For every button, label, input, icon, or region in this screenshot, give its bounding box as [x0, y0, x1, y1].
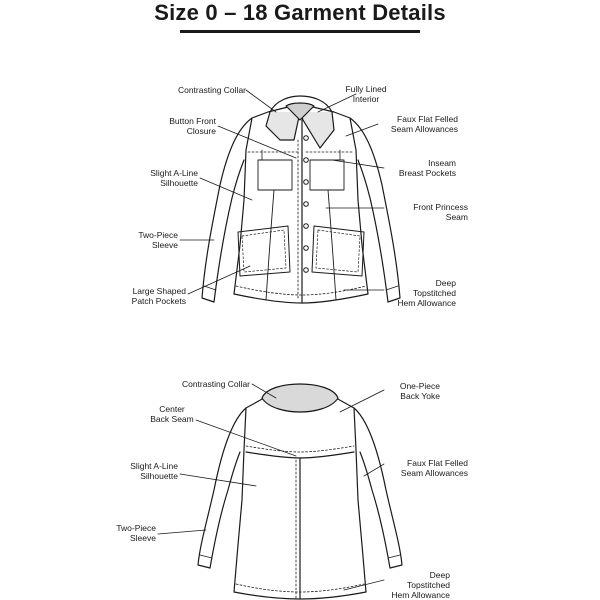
front-label-deep-hem — [386, 278, 456, 308]
label-text: Patch Pockets — [131, 296, 186, 306]
label-text: Two-Piece — [116, 523, 156, 533]
label-text: Seam — [445, 212, 468, 222]
label-text: Sleeve — [130, 533, 156, 543]
label-text: Inseam — [428, 158, 456, 168]
label-text: Faux Flat Felled — [397, 114, 458, 124]
label-text: Center — [159, 404, 185, 414]
front-right-breast-pocket — [310, 160, 344, 190]
label-text: Seam Allowances — [390, 124, 458, 134]
back-label-contrasting-collar — [154, 379, 250, 389]
front-hem-stitch — [236, 286, 366, 295]
back-label-faux-flat-felled — [386, 458, 468, 478]
front-left-princess-seam — [266, 190, 274, 300]
label-text: Contrasting Collar — [177, 85, 246, 95]
front-left-breast-pocket — [258, 160, 292, 190]
front-collar-right-point — [300, 112, 334, 148]
page-title: Size 0 – 18 Garment Details — [154, 0, 446, 25]
front-label-patch-pockets — [110, 286, 186, 306]
label-text: Silhouette — [160, 178, 198, 188]
back-right-sleeve — [354, 408, 402, 568]
front-left-pocket-stitch — [242, 230, 286, 272]
label-text: One-Piece — [399, 381, 440, 391]
back-left-sleeve — [198, 408, 246, 568]
front-label-two-piece-sleeve — [120, 230, 178, 250]
label-text: Back Yoke — [400, 391, 440, 401]
front-label-fully-lined — [336, 84, 396, 104]
front-label-contrasting-collar — [150, 85, 246, 95]
label-text: Contrasting Collar — [181, 379, 250, 389]
label-text: Slight A-Line — [130, 461, 178, 471]
label-text: Interior — [352, 94, 380, 104]
label-text: Two-Piece — [138, 230, 178, 240]
label-text: Deep — [435, 278, 456, 288]
back-label-one-piece-yoke — [376, 381, 440, 401]
label-text: Back Seam — [150, 414, 194, 424]
front-label-front-princess-seam — [386, 202, 468, 222]
front-body — [234, 104, 368, 303]
front-label-faux-flat-felled — [378, 114, 458, 134]
front-right-princess-seam — [328, 190, 336, 300]
back-label-a-line-silhouette — [100, 461, 178, 481]
label-text: Large Shaped — [132, 286, 186, 296]
label-text: Topstitched — [413, 288, 456, 298]
label-text: Front Princess — [413, 202, 468, 212]
back-label-two-piece-sleeve — [100, 523, 156, 543]
back-yoke-stitch — [246, 446, 354, 452]
back-yoke-seam — [246, 452, 354, 458]
label-text: Deep — [429, 570, 450, 580]
front-left-sleeve — [202, 118, 252, 302]
front-collar-left-point — [266, 112, 300, 140]
label-text: Closure — [186, 126, 216, 136]
front-label-inseam-breast-pockets — [386, 158, 456, 178]
label-text: Silhouette — [140, 471, 178, 481]
label-text: Seam Allowances — [400, 468, 468, 478]
label-text: Topstitched — [407, 580, 450, 590]
label-text: Faux Flat Felled — [407, 458, 468, 468]
label-text: Sleeve — [152, 240, 178, 250]
front-label-a-line-silhouette — [120, 168, 198, 188]
front-buttons — [304, 136, 309, 273]
label-text: Breast Pockets — [398, 168, 456, 178]
label-text: Fully Lined — [345, 84, 387, 94]
back-label-deep-hem — [378, 570, 450, 600]
label-text: Button Front — [169, 116, 216, 126]
back-jacket-drawing — [198, 384, 402, 599]
label-text: Slight A-Line — [150, 168, 198, 178]
label-text: Hem Allowance — [397, 298, 456, 308]
front-right-pocket-stitch — [316, 230, 360, 272]
back-label-center-back-seam — [140, 404, 204, 424]
front-label-button-front-closure — [140, 116, 216, 136]
back-collar — [262, 384, 338, 412]
label-text: Hem Allowance — [391, 590, 450, 600]
